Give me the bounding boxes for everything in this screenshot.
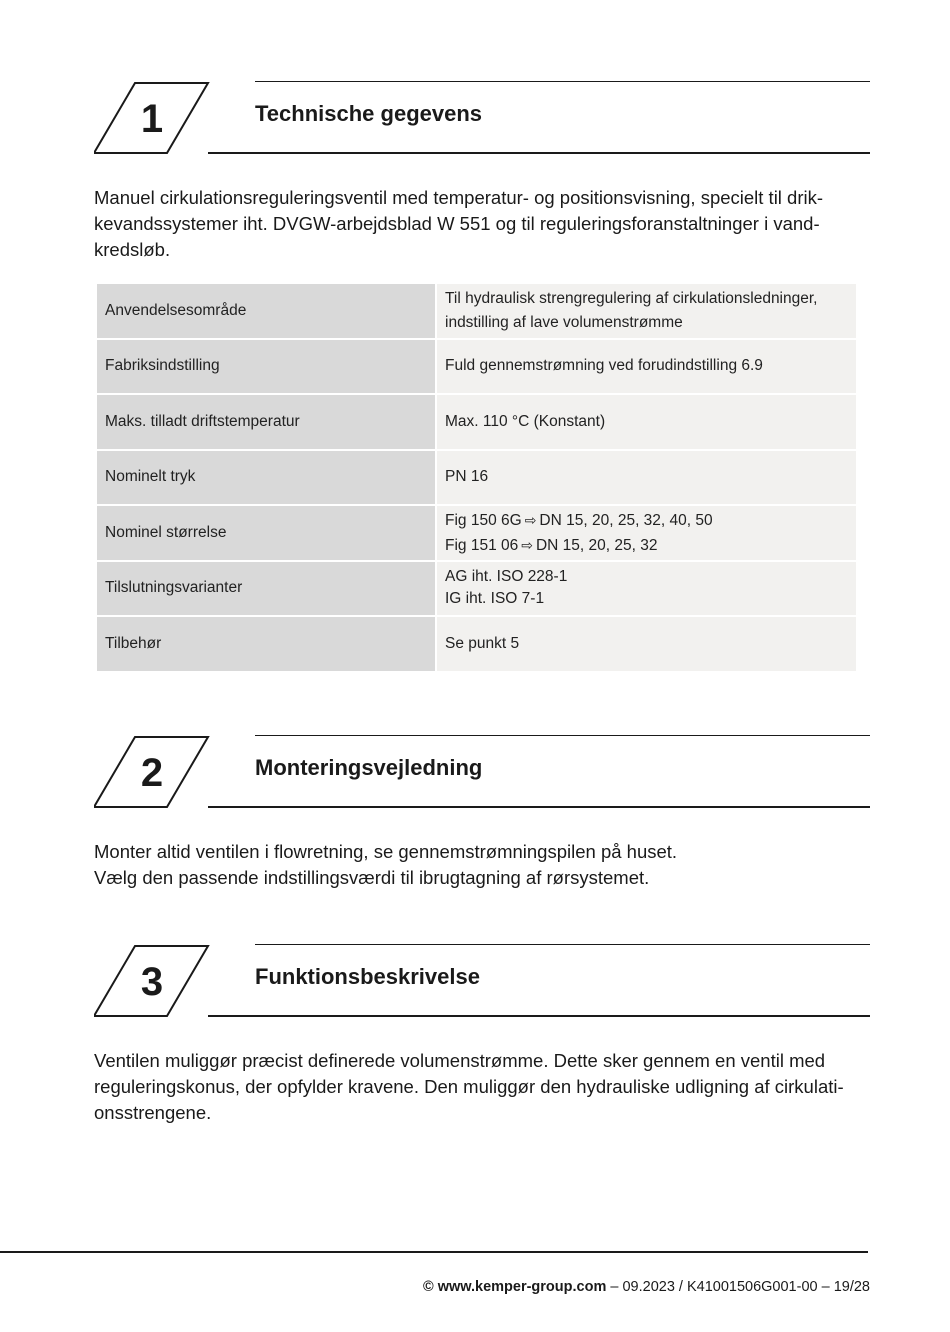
figure-ref: Fig 151 06 — [445, 536, 519, 554]
right-arrow-outline-icon: ⇨ — [524, 511, 537, 528]
value-line — [445, 533, 848, 558]
section-header-3 — [94, 944, 870, 1020]
row-value — [437, 562, 856, 618]
function-paragraph — [94, 1048, 874, 1126]
section-number: 2 — [140, 750, 164, 795]
section-header-1 — [94, 81, 870, 157]
value-line: AG iht. ISO 228-1 — [445, 568, 568, 586]
size-list: DN 15, 20, 25, 32 — [535, 536, 658, 554]
table-row — [97, 340, 856, 396]
text-line: Ventilen muliggør præcist definerede volumenstrømme. Dette sker gennem en ventil med — [94, 1050, 826, 1071]
table-row — [97, 506, 856, 562]
section-title: Funktionsbeskrivelse — [255, 964, 480, 989]
row-label: Maks. tilladt driftstemperatur — [97, 395, 437, 451]
row-value — [437, 284, 856, 340]
section-frame-3 — [94, 944, 870, 1020]
table-row — [97, 284, 856, 340]
text-line: Monter altid ventilen i flowretning, se gennemstrømningspilen på huset. — [94, 841, 678, 862]
value-line: Max. 110 °C (Konstant) — [445, 412, 606, 430]
intro-paragraph — [94, 185, 874, 263]
size-list: DN 15, 20, 25, 32, 40, 50 — [539, 511, 713, 529]
row-value — [437, 451, 856, 507]
table-row — [97, 617, 856, 673]
mounting-paragraph — [94, 839, 874, 891]
section-title: Monteringsvejledning — [255, 755, 483, 780]
row-label: Nominelt tryk — [97, 451, 437, 507]
value-line: Se punkt 5 — [445, 634, 520, 652]
row-label: Nominel størrelse — [97, 506, 437, 562]
section-number: 1 — [140, 96, 164, 141]
text-line: kevandssystemer iht. DVGW-arbejdsblad W 551 og til reguleringsforanstaltninger i vand- — [94, 213, 820, 234]
value-line — [445, 508, 848, 533]
text-line: Vælg den passende indstillingsværdi til ibrugtagning af rørsystemet. — [94, 867, 650, 888]
table-row — [97, 395, 856, 451]
value-line: IG iht. ISO 7-1 — [445, 590, 545, 608]
row-label: Tilslutningsvarianter — [97, 562, 437, 618]
row-value — [437, 617, 856, 673]
website-link[interactable]: www.kemper-group.com — [437, 1279, 607, 1295]
row-label: Tilbehør — [97, 617, 437, 673]
value-line: Til hydraulisk strengregulering af cirkulationsledninger, — [445, 289, 818, 307]
table-row — [97, 451, 856, 507]
section-number: 3 — [140, 959, 164, 1004]
technical-data-table — [97, 284, 856, 673]
row-label: Fabriksindstilling — [97, 340, 437, 396]
value-line: indstilling af lave volumenstrømme — [445, 313, 683, 331]
section-header-2 — [94, 735, 870, 811]
table-row — [97, 562, 856, 618]
figure-ref: Fig 150 6G — [445, 511, 522, 529]
document-reference: – 09.2023 / K41001506G001-00 – 19/28 — [610, 1279, 870, 1295]
text-line: kredsløb. — [94, 239, 171, 260]
row-value — [437, 506, 856, 562]
value-line: Fuld gennemstrømning ved forudindstilling 6.9 — [445, 357, 763, 375]
text-line: Manuel cirkulationsreguleringsventil med temperatur- og positionsvisning, specielt til drik- — [94, 187, 824, 208]
text-line: reguleringskonus, der opfylder kravene. Den muliggør den hydrauliske udligning af cirkulati- — [94, 1076, 844, 1097]
row-value — [437, 340, 856, 396]
row-label: Anvendelsesområde — [97, 284, 437, 340]
footer-divider — [0, 1251, 868, 1253]
section-title: Technische gegevens — [255, 101, 483, 126]
right-arrow-outline-icon: ⇨ — [521, 536, 533, 553]
copyright-symbol: © — [422, 1279, 434, 1295]
page-footer — [423, 1279, 870, 1295]
text-line: onsstrengene. — [94, 1102, 212, 1123]
row-value — [437, 395, 856, 451]
value-line: PN 16 — [445, 468, 489, 486]
